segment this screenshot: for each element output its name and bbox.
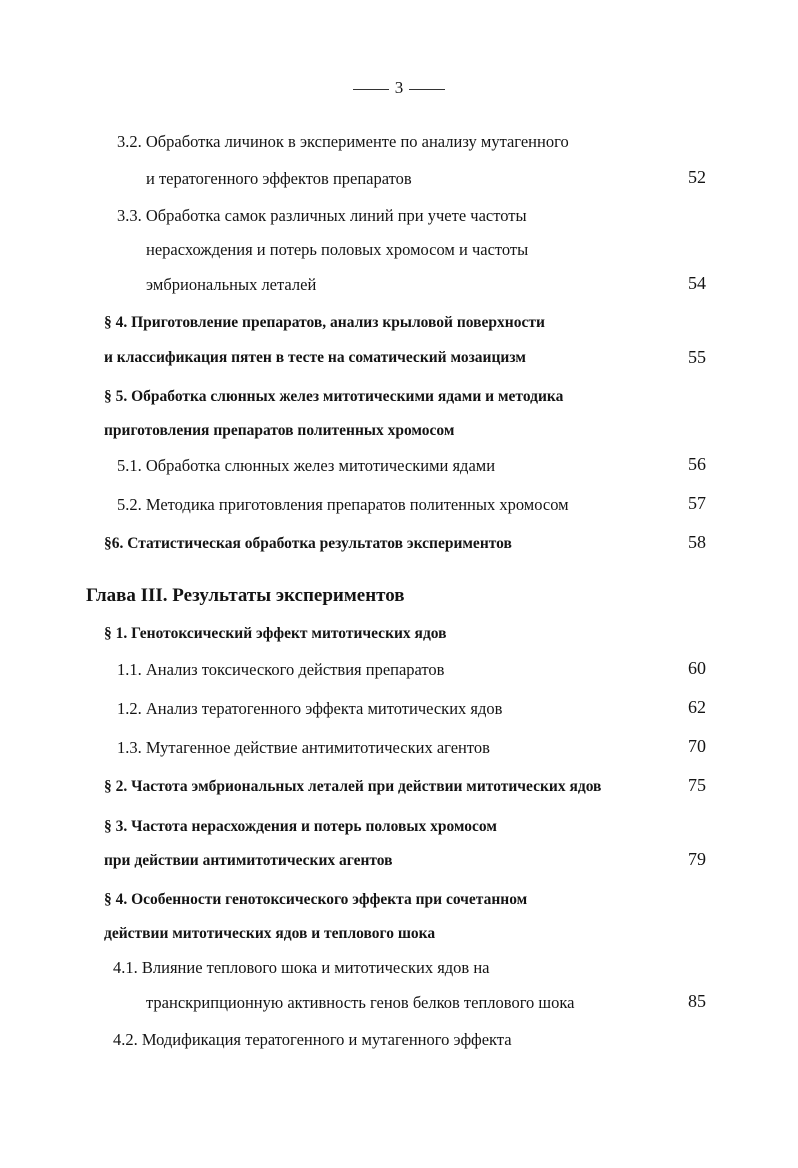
toc-section: § 4. Приготовление препаратов, анализ крыловой поверхности — [104, 314, 545, 331]
toc-entry: эмбриональных леталей — [146, 275, 317, 294]
toc-section: и классификация пятен в тесте на соматический мозаицизм — [104, 349, 526, 366]
toc-entry: 3.3. Обработка самок различных линий при учете частоты — [117, 206, 527, 225]
dash-right — [409, 89, 445, 90]
toc-section: при действии антимитотических агентов — [104, 852, 393, 869]
toc-section: действии митотических ядов и теплового шока — [104, 925, 436, 942]
toc-page: 70 — [688, 736, 706, 756]
toc-entry: 5.1. Обработка слюнных желез митотическими ядами — [117, 456, 496, 475]
toc-section: §6. Статистическая обработка результатов экспериментов — [104, 535, 512, 552]
toc-page: 85 — [688, 991, 706, 1011]
toc-entry: 4.2. Модификация тератогенного и мутагенного эффекта — [113, 1030, 512, 1049]
toc-page: 75 — [688, 775, 706, 795]
dash-left — [353, 89, 389, 90]
page-number — [0, 78, 798, 98]
chapter-heading: Глава III. Результаты экспериментов — [86, 585, 405, 606]
toc-section: § 2. Частота эмбриональных леталей при действии митотических ядов — [104, 778, 602, 795]
toc-entry: 3.2. Обработка личинок в эксперименте по анализу мутагенного — [117, 132, 569, 151]
page-number-text: 3 — [394, 78, 404, 97]
toc-page: 79 — [688, 849, 706, 869]
toc-page: 60 — [688, 658, 706, 678]
toc-entry: 1.1. Анализ токсического действия препаратов — [117, 660, 445, 679]
toc-section: § 1. Генотоксический эффект митотических ядов — [104, 625, 447, 642]
toc-page: 56 — [688, 454, 706, 474]
toc-entry: нерасхождения и потерь половых хромосом и частоты — [146, 240, 529, 259]
toc-section: § 4. Особенности генотоксического эффекта при сочетанном — [104, 891, 528, 908]
toc-page: 55 — [688, 347, 706, 367]
toc-entry: 1.2. Анализ тератогенного эффекта митотических ядов — [117, 699, 503, 718]
toc-section: § 5. Обработка слюнных желез митотическими ядами и методика — [104, 388, 564, 405]
toc-section: приготовления препаратов политенных хромосом — [104, 422, 455, 439]
toc-entry: 5.2. Методика приготовления препаратов политенных хромосом — [117, 495, 569, 514]
toc-page: 52 — [688, 167, 706, 187]
toc-page: 58 — [688, 532, 706, 552]
toc-entry: 1.3. Мутагенное действие антимитотических агентов — [117, 738, 490, 757]
toc-entry: транскрипционную активность генов белков теплового шока — [146, 993, 575, 1012]
toc-page: 54 — [688, 273, 706, 293]
toc-entry: и тератогенного эффектов препаратов — [146, 169, 412, 188]
toc-section: § 3. Частота нерасхождения и потерь половых хромосом — [104, 818, 497, 835]
toc-entry: 4.1. Влияние теплового шока и митотических ядов на — [113, 958, 490, 977]
toc-page: 62 — [688, 697, 706, 717]
toc-page: 57 — [688, 493, 706, 513]
